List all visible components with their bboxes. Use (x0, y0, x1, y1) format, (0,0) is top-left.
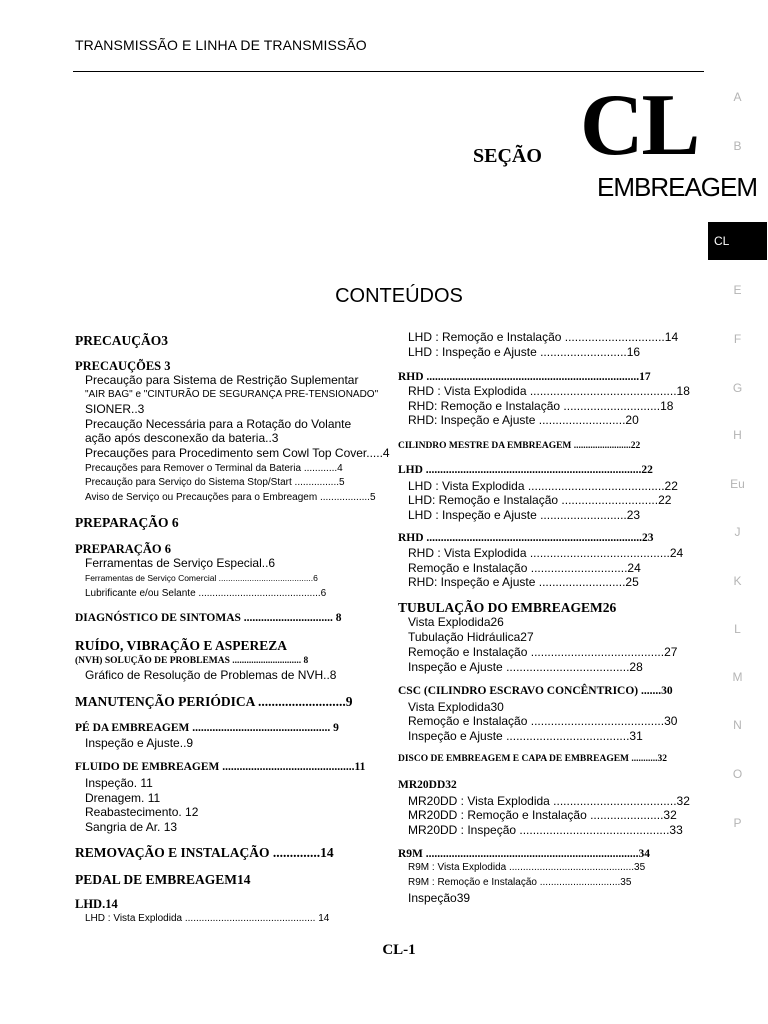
toc-entry[interactable]: Ferramentas de Serviço Especial..6 (85, 556, 276, 570)
section-tab-o[interactable]: O (732, 767, 743, 781)
toc-entry[interactable]: R9M : Remoção e Instalação .............................35 (408, 877, 632, 888)
section-tab-a[interactable]: A (733, 90, 742, 104)
section-tab-f[interactable]: F (733, 332, 742, 346)
toc-entry[interactable]: Inspeção39 (408, 891, 471, 905)
toc-entry[interactable]: LHD : Inspeção e Ajuste ..........................23 (408, 508, 641, 522)
page-number: CL-1 (382, 942, 416, 958)
toc-heading[interactable]: RHD ...........................................................................23 (398, 532, 654, 544)
toc-entry[interactable]: Precaução para Serviço do Sistema Stop/Start ................5 (85, 477, 345, 488)
section-tab-k[interactable]: K (733, 574, 742, 588)
toc-heading[interactable]: REMOVAÇÃO E INSTALAÇÃO ..............14 (75, 845, 334, 860)
toc-heading[interactable]: LHD ...........................................................................22 (398, 464, 653, 476)
section-tab-b[interactable]: B (733, 139, 742, 153)
section-tab-cl[interactable]: CL (708, 222, 767, 260)
toc-heading[interactable]: PEDAL DE EMBREAGEM14 (75, 872, 251, 887)
toc-entry[interactable]: Vista Explodida30 (408, 700, 504, 714)
toc-entry[interactable]: Precaução para Sistema de Restrição Suplementar (85, 373, 359, 387)
running-header-title: TRANSMISSÃO E LINHA DE TRANSMISSÃO (75, 37, 367, 53)
toc-entry[interactable]: RHD: Inspeção e Ajuste ..........................20 (408, 413, 639, 427)
section-tab-n[interactable]: N (733, 718, 742, 732)
toc-heading[interactable]: MANUTENÇÃO PERIÓDICA ..........................9 (75, 694, 353, 709)
toc-entry[interactable]: RHD : Vista Explodida ............................................18 (408, 384, 690, 398)
section-tab-e[interactable]: E (733, 283, 742, 297)
toc-heading[interactable]: (NVH) SOLUÇÃO DE PROBLEMAS ............................. 8 (75, 656, 309, 666)
toc-entry[interactable]: Inspeção e Ajuste .....................................31 (408, 729, 643, 743)
toc-entry[interactable]: Inspeção e Ajuste..9 (85, 736, 194, 750)
toc-entry[interactable]: LHD : Inspeção e Ajuste ..........................16 (408, 345, 641, 359)
toc-entry[interactable]: ação após desconexão da bateria..3 (85, 431, 279, 445)
toc-heading[interactable]: MR20DD32 (398, 779, 457, 791)
toc-entry[interactable]: Precauções para Procedimento sem Cowl Top Cover.....4 (85, 446, 390, 460)
toc-heading[interactable]: PÉ DA EMBREAGEM ................................................ 9 (75, 722, 339, 734)
section-tab-m[interactable]: M (732, 670, 743, 684)
toc-entry[interactable]: Aviso de Serviço ou Precauções para o Embreagem ..................5 (85, 492, 376, 503)
toc-heading[interactable]: CILINDRO MESTRE DA EMBREAGEM ........................22 (398, 441, 641, 451)
toc-entry[interactable]: Remoção e Instalação ........................................30 (408, 714, 678, 728)
section-name: EMBREAGEM (597, 172, 758, 202)
toc-entry[interactable]: R9M : Vista Explodida .............................................35 (408, 862, 646, 873)
section-tab-h[interactable]: H (733, 428, 742, 442)
toc-heading[interactable]: PRECAUÇÃO3 (75, 333, 168, 348)
toc-entry[interactable]: Sangria de Ar. 13 (85, 820, 178, 834)
toc-entry[interactable]: Reabastecimento. 12 (85, 805, 199, 819)
toc-entry[interactable]: RHD : Vista Explodida ..........................................24 (408, 546, 684, 560)
section-tab-p[interactable]: P (733, 816, 742, 830)
toc-entry[interactable]: SIONER..3 (85, 402, 145, 416)
toc-entry[interactable]: Precauções para Remover o Terminal da Bateria ............4 (85, 463, 343, 474)
toc-entry[interactable]: MR20DD : Inspeção .............................................33 (408, 823, 683, 837)
toc-heading[interactable]: LHD.14 (75, 897, 118, 911)
toc-heading[interactable]: DIAGNÓSTICO DE SINTOMAS ............................... 8 (75, 612, 342, 624)
toc-entry[interactable]: RHD: Inspeção e Ajuste ..........................25 (408, 575, 639, 589)
toc-heading[interactable]: PREPARAÇÃO 6 (75, 542, 171, 556)
toc-entry[interactable]: Drenagem. 11 (85, 791, 161, 805)
toc-entry[interactable]: LHD: Remoção e Instalação .............................22 (408, 493, 672, 507)
toc-heading[interactable]: FLUIDO DE EMBREAGEM ..............................................11 (75, 761, 366, 773)
toc-heading[interactable]: CSC (CILINDRO ESCRAVO CONCÊNTRICO) .......30 (398, 685, 673, 697)
toc-entry[interactable]: Remoção e Instalação ........................................27 (408, 645, 678, 659)
toc-entry[interactable]: Gráfico de Resolução de Problemas de NVH..8 (85, 668, 337, 682)
header-rule (73, 71, 704, 72)
toc-heading[interactable]: RUÍDO, VIBRAÇÃO E ASPEREZA (75, 638, 288, 653)
toc-entry[interactable]: LHD : Remoção e Instalação ..............................14 (408, 330, 679, 344)
toc-entry[interactable]: LHD : Vista Explodida .........................................22 (408, 479, 678, 493)
toc-entry[interactable]: "AIR BAG" e "CINTURÃO DE SEGURANÇA PRE-TENSIONADO" (85, 389, 379, 400)
toc-entry[interactable]: LHD : Vista Explodida ............................................... 14 (85, 913, 330, 924)
section-tab-l[interactable]: L (734, 622, 741, 636)
toc-entry[interactable]: Inspeção. 11 (85, 776, 153, 790)
toc-heading[interactable]: RHD ..........................................................................17 (398, 371, 651, 383)
toc-entry[interactable]: RHD: Remoção e Instalação .............................18 (408, 399, 674, 413)
section-tab-eu[interactable]: Eu (730, 477, 745, 491)
toc-entry[interactable]: Remoção e Instalação .............................24 (408, 561, 641, 575)
toc-heading[interactable]: PREPARAÇÃO 6 (75, 515, 179, 530)
toc-heading[interactable]: DISCO DE EMBREAGEM E CAPA DE EMBREAGEM ...........32 (398, 754, 668, 764)
toc-heading[interactable]: R9M ..........................................................................34 (398, 848, 651, 860)
section-label: SEÇÃO (473, 145, 542, 167)
toc-entry[interactable]: Inspeção e Ajuste .....................................28 (408, 660, 643, 674)
toc-entry[interactable]: Precaução Necessária para a Rotação do Volante (85, 417, 352, 431)
toc-title: CONTEÚDOS (335, 285, 463, 307)
toc-heading[interactable]: PRECAUÇÕES 3 (75, 359, 171, 373)
toc-entry[interactable]: Ferramentas de Serviço Comercial ........................................6 (85, 573, 318, 583)
section-index-tabs (708, 0, 768, 1024)
section-tab-g[interactable]: G (732, 381, 743, 395)
toc-entry[interactable]: MR20DD : Vista Explodida .....................................32 (408, 794, 690, 808)
toc-entry[interactable]: MR20DD : Remoção e Instalação ......................32 (408, 808, 677, 822)
toc-entry[interactable]: Tubulação Hidráulica27 (408, 630, 534, 644)
toc-entry[interactable]: Vista Explodida26 (408, 615, 504, 629)
section-tab-j[interactable]: J (734, 525, 741, 539)
section-code: CL (580, 77, 699, 174)
toc-entry[interactable]: Lubrificante e/ou Selante ............................................6 (85, 588, 327, 599)
toc-heading[interactable]: TUBULAÇÃO DO EMBREAGEM26 (398, 600, 617, 615)
